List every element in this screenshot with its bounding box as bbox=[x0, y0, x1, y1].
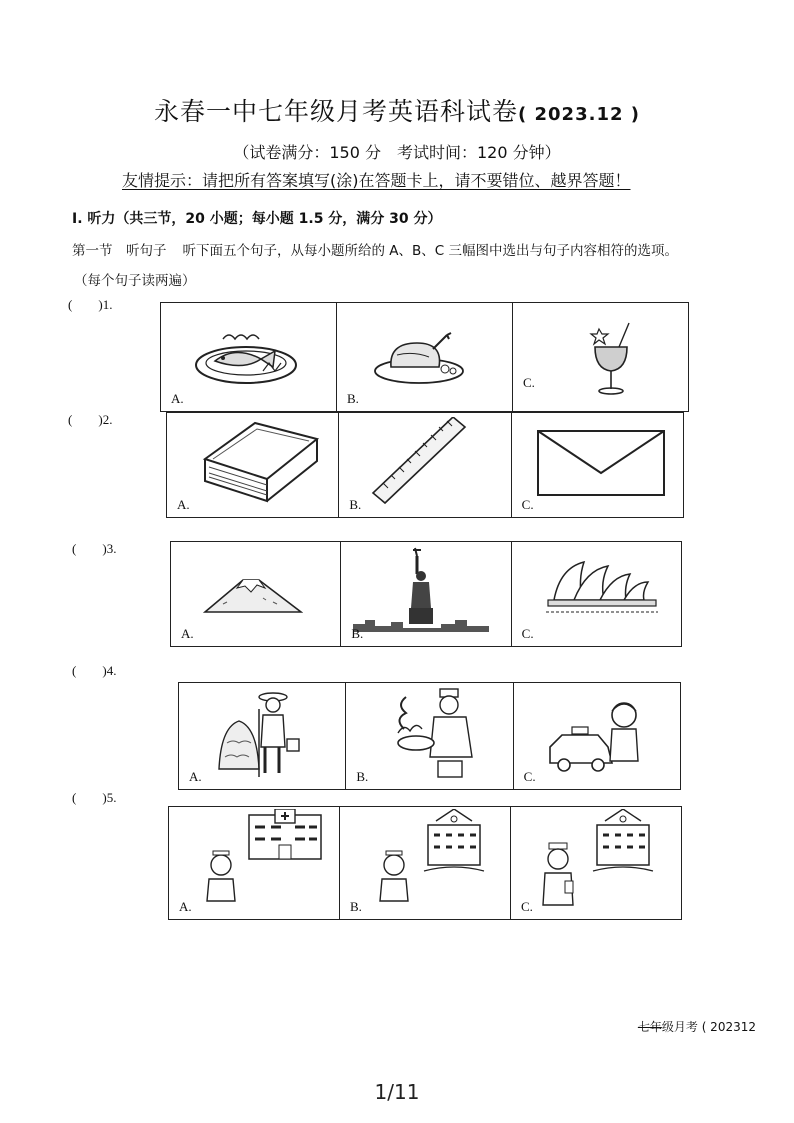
question-number-2: ( )2. bbox=[68, 412, 113, 427]
option-2b-label: B. bbox=[349, 497, 362, 512]
cocktail-icon bbox=[589, 319, 639, 397]
option-5c[interactable] bbox=[511, 807, 681, 919]
book-icon bbox=[197, 419, 319, 503]
question-number-5: ( )5. bbox=[72, 790, 117, 805]
option-5c-label: C. bbox=[521, 899, 533, 914]
nurse-school-icon bbox=[376, 809, 506, 903]
exam-notice: 友情提示：请把所有答案填写(涂)在答题卡上，请不要错位、越界答题！ bbox=[122, 171, 631, 190]
taxi-driver-icon bbox=[546, 695, 646, 773]
option-2b[interactable] bbox=[339, 413, 511, 517]
section-heading: I. 听力（共三节，20 小题；每小题 1.5 分，满分 30 分） bbox=[72, 211, 442, 227]
statue-of-liberty-icon bbox=[351, 544, 491, 634]
part-label: 第一节 听句子 bbox=[72, 243, 167, 259]
doctor-school-icon bbox=[541, 809, 671, 907]
option-4c-label: C. bbox=[523, 769, 536, 784]
question-number-1: ( )1. bbox=[68, 297, 113, 312]
option-3b-label: B. bbox=[351, 626, 364, 641]
exam-year: ( 2023.12 ) bbox=[518, 104, 640, 125]
roast-chicken-icon bbox=[373, 325, 465, 385]
option-3a[interactable] bbox=[171, 542, 341, 646]
option-5a-label: A. bbox=[179, 899, 192, 914]
option-4a[interactable] bbox=[179, 683, 346, 789]
option-5b[interactable] bbox=[340, 807, 511, 919]
cook-icon bbox=[386, 687, 486, 781]
question-2-options bbox=[166, 412, 684, 518]
footer-struck-text: 七年 bbox=[637, 1020, 662, 1034]
instruction-note: （每个句子读两遍） bbox=[74, 273, 196, 289]
option-1b[interactable] bbox=[337, 303, 513, 411]
exam-title bbox=[0, 92, 794, 128]
nurse-hospital-icon bbox=[205, 809, 335, 903]
option-3a-label: A. bbox=[181, 626, 194, 641]
option-2c-label: C. bbox=[521, 497, 534, 512]
section-instruction bbox=[72, 239, 678, 259]
option-5a[interactable] bbox=[169, 807, 340, 919]
option-4b-label: B. bbox=[356, 769, 369, 784]
option-3c-label: C. bbox=[521, 626, 534, 641]
farmer-icon bbox=[215, 687, 305, 781]
option-4b[interactable] bbox=[346, 683, 513, 789]
page-footer bbox=[638, 1018, 756, 1035]
question-number-4: ( )4. bbox=[72, 663, 117, 678]
option-1a-label: A. bbox=[171, 391, 184, 406]
option-2c[interactable] bbox=[512, 413, 683, 517]
exam-title-text: 永春一中七年级月考英语科试卷 bbox=[154, 97, 519, 126]
option-1b-label: B. bbox=[347, 391, 359, 406]
question-3-options bbox=[170, 541, 682, 647]
envelope-icon bbox=[536, 429, 666, 497]
sydney-opera-house-icon bbox=[544, 558, 660, 616]
option-2a[interactable] bbox=[167, 413, 339, 517]
option-4a-label: A. bbox=[189, 769, 202, 784]
option-1a[interactable] bbox=[161, 303, 337, 411]
option-3c[interactable] bbox=[512, 542, 681, 646]
question-4-options bbox=[178, 682, 681, 790]
question-number-3: ( )3. bbox=[72, 541, 117, 556]
footer-text: 级月考 ( 202312 bbox=[661, 1020, 756, 1034]
option-1c-label: C. bbox=[523, 375, 535, 390]
option-1c[interactable] bbox=[513, 303, 688, 411]
question-1-options bbox=[160, 302, 689, 412]
instruction-text: 听下面五个句子，从每小题所给的 A、B、C 三幅图中选出与句子内容相符的选项。 bbox=[182, 243, 679, 259]
option-4c[interactable] bbox=[514, 683, 680, 789]
mount-fuji-icon bbox=[203, 572, 303, 614]
exam-subtitle: （试卷满分：150 分 考试时间：120 分钟） bbox=[233, 143, 561, 162]
option-2a-label: A. bbox=[177, 497, 190, 512]
option-5b-label: B. bbox=[350, 899, 362, 914]
option-3b[interactable] bbox=[341, 542, 511, 646]
ruler-icon bbox=[369, 417, 469, 505]
fish-dish-icon bbox=[193, 325, 299, 389]
page-indicator: 1/11 bbox=[374, 1080, 420, 1104]
question-5-options bbox=[168, 806, 682, 920]
